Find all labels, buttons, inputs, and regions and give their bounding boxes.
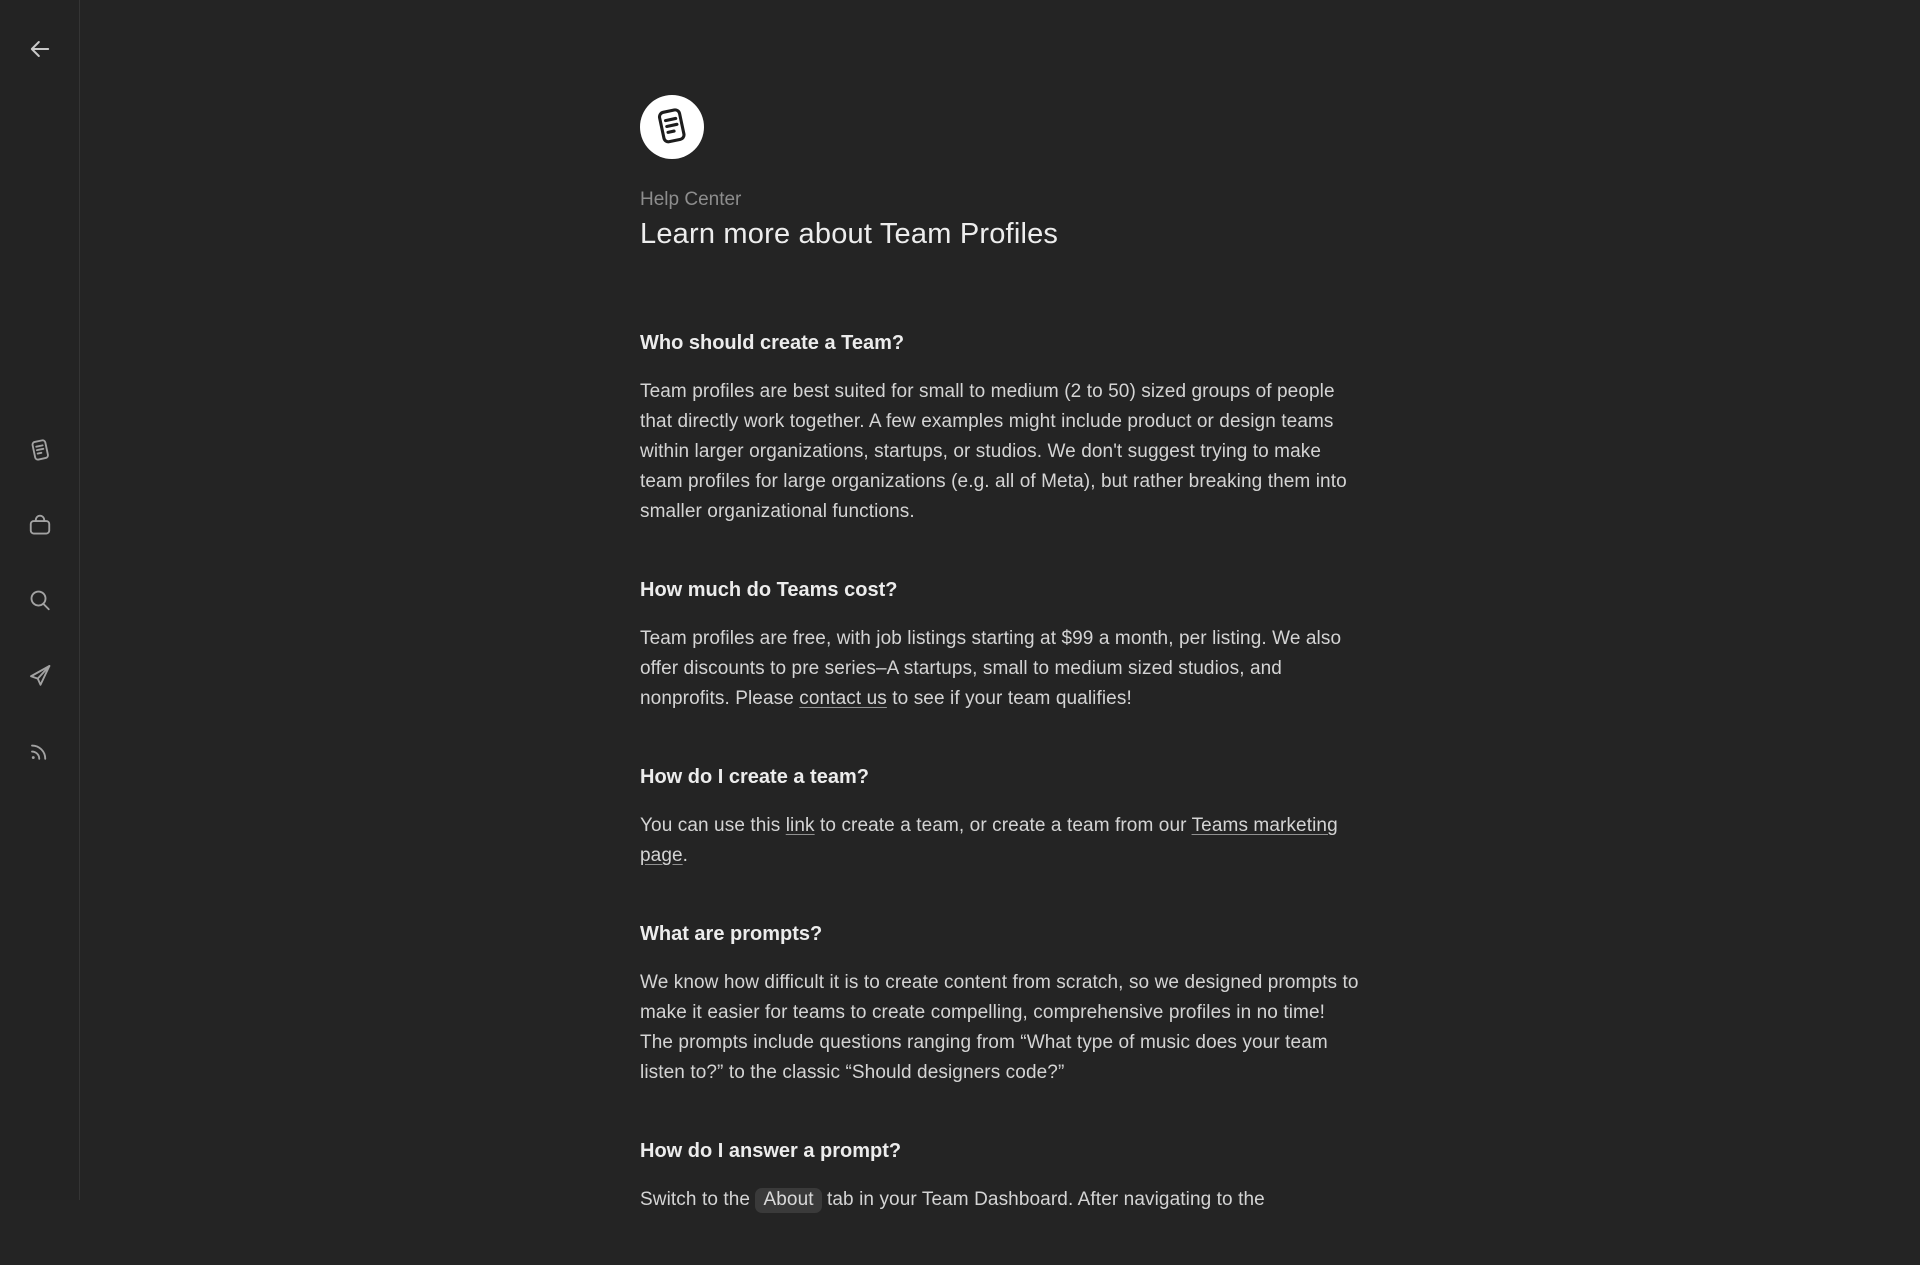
sidebar [0,0,80,1200]
document-logo-icon [640,95,704,159]
cv-document-icon [25,435,55,465]
section-heading: How do I create a team? [640,764,1360,791]
section-heading: Who should create a Team? [640,330,1360,357]
help-center-logo [640,95,704,159]
inline-link[interactable]: contact us [799,688,887,709]
page-title: Learn more about Team Profiles [640,217,1360,252]
about-tab-pill: About [755,1188,821,1213]
sidebar-item-feed[interactable] [23,733,57,767]
back-button[interactable] [23,32,57,66]
faq-section [640,1138,1360,1215]
eyebrow: Help Center [640,186,1360,213]
faq-section [640,330,1360,527]
section-heading: What are prompts? [640,921,1360,948]
faq-section [640,921,1360,1088]
sidebar-nav [0,433,79,767]
main-content [640,0,1360,1265]
section-paragraph: We know how difficult it is to create content from scratch, so we designed prompts to make it easier for teams to create compelling, comprehensive profiles in no time! The prompts include questions ranging from “What type of music does your team listen to?” to the classic “Should designers code?” [640,968,1360,1088]
inline-link[interactable]: Teams marketing page [640,815,1338,866]
section-paragraph: Team profiles are free, with job listings starting at $99 a month, per listing. We also offer discounts to pre series–A startups, small to medium sized studios, and nonprofits. Please contact us to see if your team qualifies! [640,624,1360,714]
sidebar-item-search[interactable] [23,583,57,617]
section-heading: How do I answer a prompt? [640,1138,1360,1165]
faq-section [640,764,1360,871]
search-icon [25,585,55,615]
feed-icon [25,735,55,765]
inline-link[interactable]: link [786,815,815,836]
briefcase-icon [25,510,55,540]
send-icon [25,660,55,690]
sidebar-item-jobs[interactable] [23,508,57,542]
section-paragraph: Switch to the About tab in your Team Dashboard. After navigating to the [640,1185,1360,1215]
sidebar-item-messages[interactable] [23,658,57,692]
arrow-left-icon [26,35,54,63]
faq-sections [640,330,1360,1215]
section-paragraph: You can use this link to create a team, or create a team from our Teams marketing page. [640,811,1360,871]
faq-section [640,577,1360,714]
section-heading: How much do Teams cost? [640,577,1360,604]
sidebar-item-profiles[interactable] [23,433,57,467]
section-paragraph: Team profiles are best suited for small to medium (2 to 50) sized groups of people that directly work together. A few examples might include product or design teams within larger organizations, startups, or studios. We don't suggest trying to make team profiles for large organizations (e.g. all of Meta), but rather breaking them into smaller organizational functions. [640,377,1360,527]
